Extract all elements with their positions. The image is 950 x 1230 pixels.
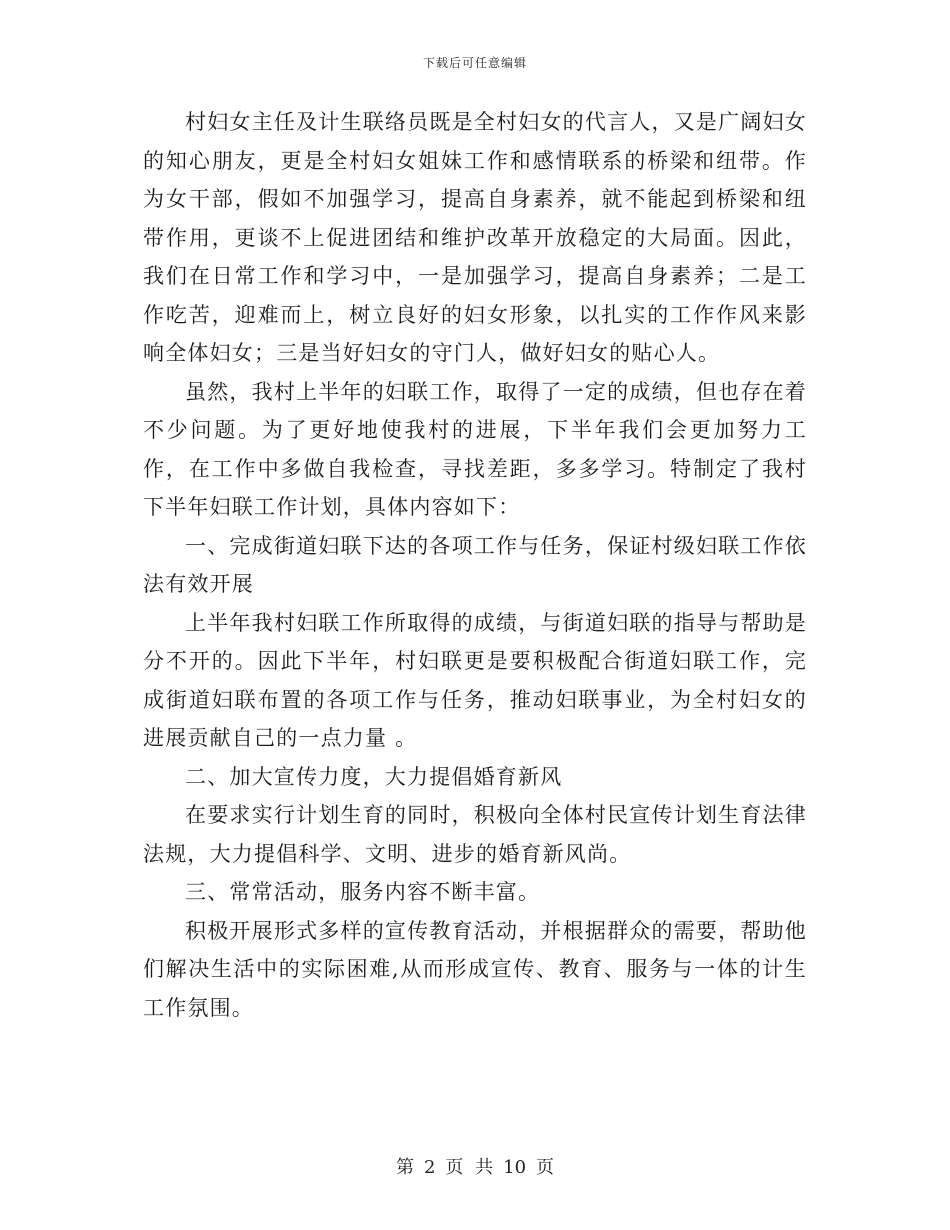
footer-prefix: 第	[395, 1157, 414, 1178]
footer-total-pages: 10	[503, 1157, 527, 1178]
paragraph-5: 积极开展形式多样的宣传教育活动，并根据群众的需要，帮助他们解决生活中的实际困难,从而形成宣传、教育、服务与一体的计生工作氛围。	[143, 918, 807, 1020]
page-footer	[0, 1153, 950, 1179]
footer-middle: 页 共	[445, 1157, 494, 1178]
document-body	[143, 103, 807, 1027]
footer-current-page: 2	[423, 1157, 436, 1178]
page-header: 下载后可任意编辑	[422, 56, 527, 70]
footer-suffix: 页	[536, 1157, 555, 1178]
section-heading-3: 三、常常活动，服务内容不断丰富。	[185, 880, 541, 904]
section-heading-2: 二、加大宣传力度，大力提倡婚育新风	[185, 764, 563, 789]
paragraph-3: 上半年我村妇联工作所取得的成绩，与街道妇联的指导与帮助是分不开的。因此下半年，村妇联更是要积极配合街道妇联工作，完成街道妇联布置的各项工作与任务，推动妇联事业，为全村妇女的进展贡献自己的一点力量 。	[143, 610, 807, 750]
paragraph-2: 虽然，我村上半年的妇联工作，取得了一定的成绩，但也存在着不少问题。为了更好地使我村的进展，下半年我们会更加努力工作，在工作中多做自我检查，寻找差距，多多学习。特制定了我村下半年妇联工作计划，具体内容如下：	[143, 379, 807, 519]
section-heading-1: 一、完成街道妇联下达的各项工作与任务，保证村级妇联工作依法有效开展	[143, 533, 807, 596]
paragraph-4: 在要求实行计划生育的同时，积极向全体村民宣传计划生育法律法规，大力提倡科学、文明、进步的婚育新风尚。	[143, 803, 807, 866]
paragraph-1: 村妇女主任及计生联络员既是全村妇女的代言人，又是广阔妇女的知心朋友，更是全村妇女姐妹工作和感情联系的桥梁和纽带。作为女干部，假如不加强学习，提高自身素养，就不能起到桥梁和纽带作用，更谈不上促进团结和维护改革开放稳定的大局面。因此，我们在日常工作和学习中，一是加强学习，提高自身素养；二是工作吃苦，迎难而上，树立良好的妇女形象，以扎实的工作作风来影响全体妇女；三是当好妇女的守门人，做好妇女的贴心人。	[143, 110, 807, 365]
